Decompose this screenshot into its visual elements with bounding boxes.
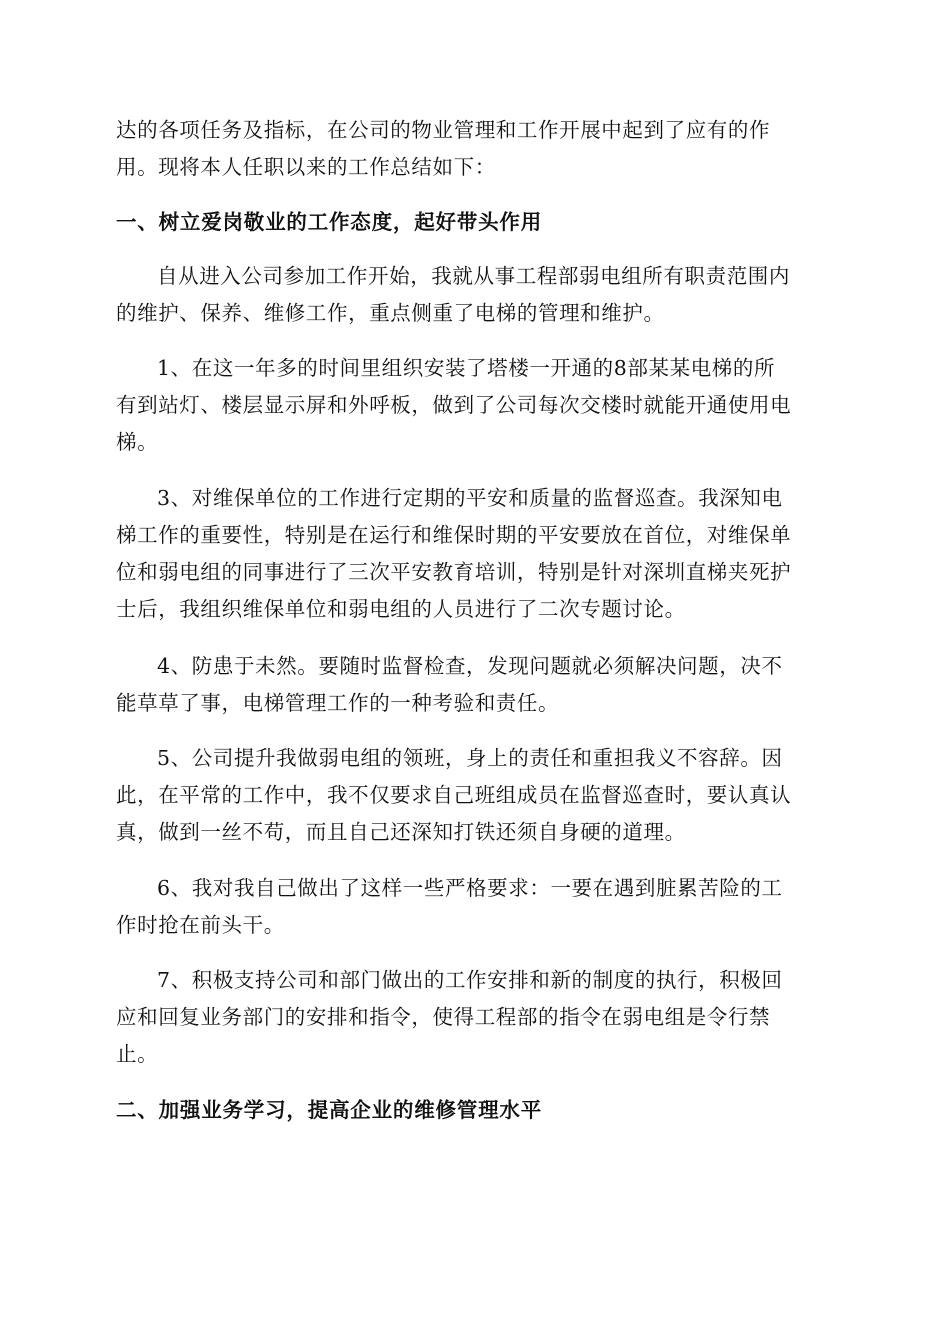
list-item-5 [116, 740, 838, 851]
list-item-6 [116, 870, 838, 944]
text-line: 止。 [116, 1042, 159, 1066]
text-line: 7、积极支持公司和部门做出的工作安排和新的制度的执行，积极回 [157, 968, 783, 992]
text-line: 此，在平常的工作中，我不仅要求自己班组成员在监督巡查时，要认真认 [116, 783, 792, 807]
text-line: 用。现将本人任职以来的工作总结如下： [116, 155, 496, 179]
intro-paragraph [116, 112, 838, 186]
paragraph-intro-work [116, 258, 838, 332]
text-line: 6、我对我自己做出了这样一些严格要求：一要在遇到脏累苦险的工 [157, 876, 783, 900]
text-line: 能草草了事，电梯管理工作的一种考验和责任。 [116, 691, 560, 715]
text-line: 应和回复业务部门的安排和指令，使得工程部的指令在弱电组是令行禁 [116, 1005, 771, 1029]
section-heading-1: 一、树立爱岗敬业的工作态度，起好带头作用 [116, 210, 542, 234]
list-item-3 [116, 480, 838, 628]
text-line: 位和弱电组的同事进行了三次平安教育培训，特别是针对深圳直梯夹死护 [116, 560, 792, 584]
text-line: 达的各项任务及指标，在公司的物业管理和工作开展中起到了应有的作 [116, 118, 771, 142]
text-line: 3、对维保单位的工作进行定期的平安和质量的监督巡查。我深知电 [157, 486, 783, 510]
list-item-7 [116, 962, 838, 1073]
text-line: 梯工作的重要性，特别是在运行和维保时期的平安要放在首位，对维保单 [116, 523, 792, 547]
text-line: 士后，我组织维保单位和弱电组的人员进行了二次专题讨论。 [116, 597, 686, 621]
list-item-1 [116, 350, 838, 461]
text-line: 5、公司提升我做弱电组的领班，身上的责任和重担我义不容辞。因 [157, 746, 783, 770]
text-line: 的维护、保养、维修工作，重点侧重了电梯的管理和维护。 [116, 301, 665, 325]
text-line: 梯。 [116, 430, 159, 454]
text-line: 自从进入公司参加工作开始，我就从事工程部弱电组所有职责范围内 [157, 264, 790, 288]
list-item-4 [116, 648, 838, 722]
text-line: 有到站灯、楼层显示屏和外呼板，做到了公司每次交楼时就能开通使用电 [116, 393, 792, 417]
text-line: 作时抢在前头干。 [116, 913, 285, 937]
text-line: 真，做到一丝不苟，而且自己还深知打铁还须自身硬的道理。 [116, 820, 686, 844]
section-heading-2: 二、加强业务学习，提高企业的维修管理水平 [116, 1098, 542, 1122]
text-line: 4、防患于未然。要随时监督检查，发现问题就必须解决问题，决不 [157, 654, 783, 678]
text-line: 1、在这一年多的时间里组织安装了塔楼一开通的8部某某电梯的所 [157, 356, 776, 380]
